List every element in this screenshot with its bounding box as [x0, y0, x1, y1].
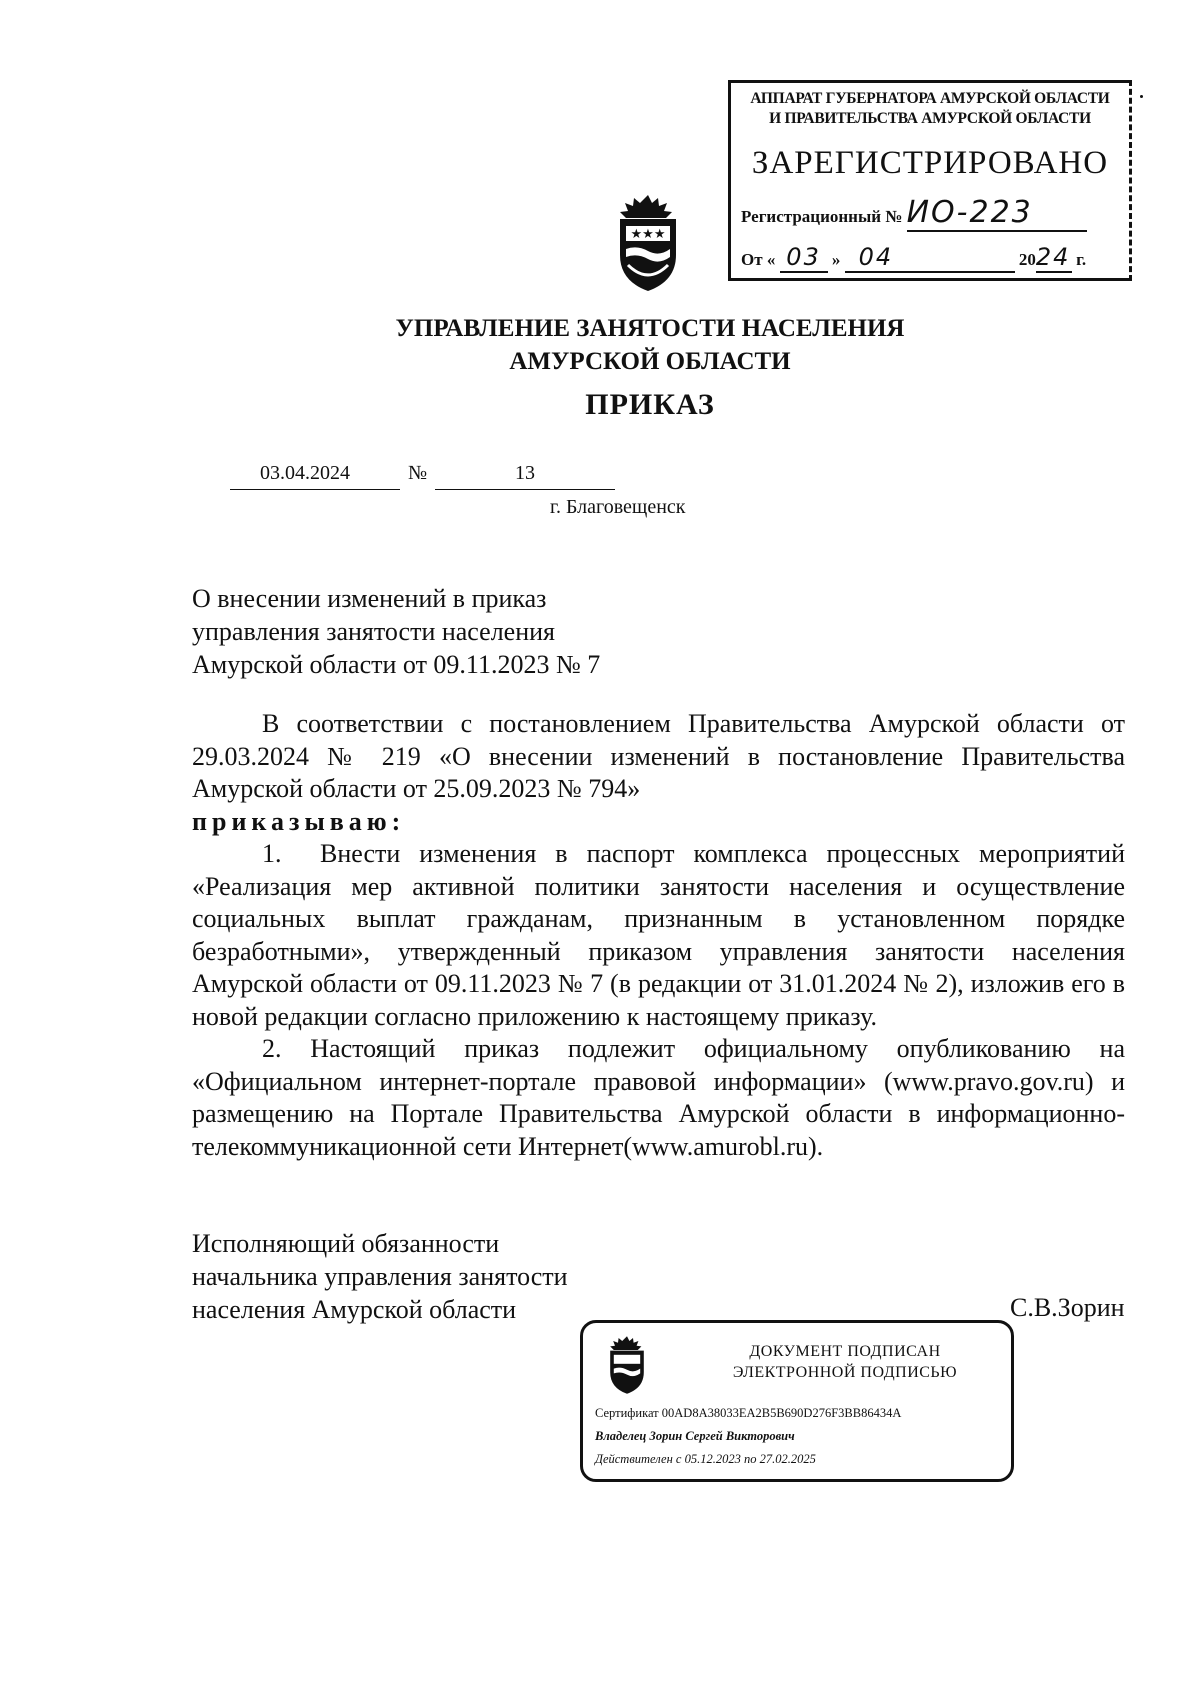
stamp-year-field	[1036, 243, 1072, 273]
stamp-reg-number-row	[741, 195, 1087, 232]
item-1-text: Внести изменения в паспорт комплекса процессных мероприятий «Реализация мер активной политики занятости населения и осуществление социальных выплат гражданам, признанным в установленном порядке безработными», утвержденный приказом управления занятости населения Амурской области от 09.11.2023 № 7 (в редакции от 31.01.2024 № 2), изложив его в новой редакции согласно приложению к настоящему приказу.	[192, 839, 1125, 1031]
order-word	[192, 806, 1125, 839]
organization-title-line2: АМУРСКОЙ ОБЛАСТИ	[509, 348, 791, 375]
esig-coat-of-arms-icon	[604, 1335, 650, 1395]
stamp-reg-label: Регистрационный №	[741, 207, 903, 226]
esig-title-line2: ЭЛЕКТРОННОЙ ПОДПИСЬЮ	[732, 1364, 958, 1381]
number-underline	[435, 489, 615, 490]
stamp-month: 04	[858, 243, 894, 271]
esig-certificate: Сертификат 00AD8A38033EA2B5B690D276F3BB86434A	[595, 1406, 902, 1420]
organization-title	[300, 312, 1000, 378]
esig-owner: Владелец Зорин Сергей Викторович	[595, 1429, 795, 1443]
stamp-month-sep: »	[831, 250, 841, 269]
organization-title-line1: УПРАВЛЕНИЕ ЗАНЯТОСТИ НАСЕЛЕНИЯ	[395, 315, 905, 342]
stamp-from-label: От «	[741, 250, 776, 269]
item-2: 2. Настоящий приказ подлежит официальному опубликованию на «Официальном интернет-портале правовой информации» (www.pravo.gov.ru) и размещению на Портале Правительства Амурской области в информационно-телекоммуникационной сети Интернет(www.amurobl.ru).	[192, 1034, 1125, 1161]
svg-text:★★★: ★★★	[630, 227, 666, 242]
scan-dot	[1140, 95, 1143, 98]
order-number: 13	[515, 462, 535, 484]
order-date: 03.04.2024	[260, 462, 350, 484]
stamp-reg-number: ИО-223	[906, 195, 1033, 230]
position-line2: начальника управления занятости	[192, 1262, 568, 1291]
item-1	[192, 838, 1125, 1033]
stamp-month-field	[845, 243, 1015, 273]
position-line3: населения Амурской области	[192, 1295, 517, 1324]
stamp-year-prefix: 20	[1018, 250, 1036, 269]
preamble: В соответствии с постановлением Правительства Амурской области от 29.03.2024 № 219 «О внесении изменений в постановление Правительства Амурской области от 25.09.2023 № 794»	[192, 709, 1125, 803]
order-body	[192, 708, 1125, 1163]
city: г. Благовещенск	[550, 496, 686, 518]
stamp-day-field	[780, 243, 828, 273]
subject-line2: управления занятости населения	[192, 617, 556, 646]
signatory-position	[192, 1227, 568, 1326]
signatory-name: С.В.Зорин	[1010, 1293, 1125, 1322]
date-underline	[230, 489, 400, 490]
coat-of-arms-icon	[610, 193, 686, 293]
esig-title-line1: ДОКУМЕНТ ПОДПИСАН	[749, 1343, 941, 1360]
stamp-title: ЗАРЕГИСТРИРОВАНО	[751, 145, 1109, 181]
subject-line1: О внесении изменений в приказ	[192, 584, 547, 613]
number-label: №	[408, 462, 428, 484]
stamp-reg-number-field	[907, 195, 1087, 232]
registration-stamp	[728, 80, 1132, 281]
document-type: ПРИКАЗ	[585, 388, 715, 421]
position-line1: Исполняющий обязанности	[192, 1229, 500, 1258]
item-1-number: 1.	[262, 839, 282, 868]
order-subject	[192, 582, 600, 681]
date-number-line	[230, 462, 615, 490]
order-word-text: приказываю:	[192, 806, 406, 836]
esig-title	[695, 1341, 995, 1383]
registration-stamp-org	[731, 89, 1129, 129]
stamp-year-suffix: 24	[1035, 243, 1071, 271]
subject-line3: Амурской области от 09.11.2023 № 7	[192, 650, 601, 679]
stamp-day: 03	[786, 243, 821, 271]
stamp-org-line2: И ПРАВИТЕЛЬСТВА АМУРСКОЙ ОБЛАСТИ	[769, 110, 1091, 127]
esig-validity: Действителен с 05.12.2023 по 27.02.2025	[595, 1452, 816, 1466]
stamp-date-row	[741, 243, 1125, 273]
stamp-year-unit: г.	[1076, 250, 1087, 269]
stamp-org-line1: АППАРАТ ГУБЕРНАТОРА АМУРСКОЙ ОБЛАСТИ	[750, 90, 1110, 107]
